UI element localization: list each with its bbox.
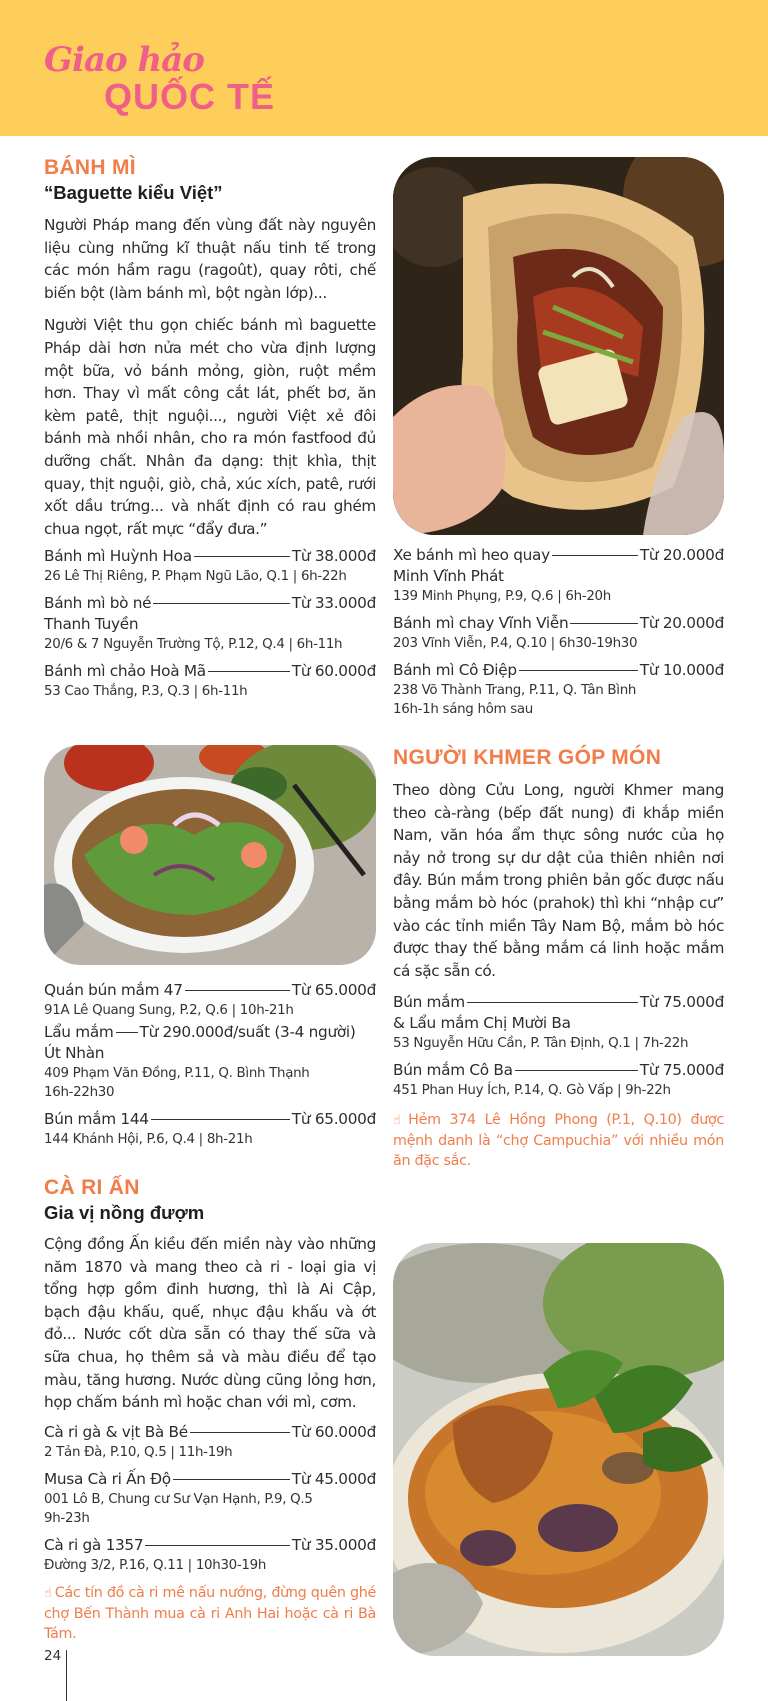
list-item	[393, 613, 724, 653]
entry-address: 203 Vĩnh Viễn, P.4, Q.10 | 6h30-19h30	[393, 636, 638, 651]
section-title: BÁNH MÌ	[44, 156, 136, 179]
entry-price: Từ 75.000đ	[639, 993, 724, 1012]
entry-address: 91A Lê Quang Sung, P.2, Q.6 | 10h-21h	[44, 1003, 294, 1018]
entry-address: 451 Phan Huy Ích, P.14, Q. Gò Vấp | 9h-22h	[393, 1083, 671, 1099]
entry-price: Từ 10.000đ	[639, 661, 724, 679]
entry-name: Bún mắm	[393, 993, 465, 1012]
banh-mi-illustration	[393, 157, 724, 535]
entry-price: Từ 290.000đ/suất (3-4 người)	[139, 1023, 356, 1041]
banh-mi-list-right	[393, 545, 724, 719]
page-divider	[66, 1650, 67, 1701]
header-banner	[0, 0, 768, 136]
entry-name-cont: Út Nhàn	[44, 1044, 105, 1062]
entry-name: Bánh mì bò né	[44, 594, 152, 613]
entry-address: 53 Cao Thắng, P.3, Q.3 | 6h-11h	[44, 684, 248, 700]
entry-address: 144 Khánh Hội, P.6, Q.4 | 8h-21h	[44, 1132, 253, 1147]
entry-address: 001 Lô B, Chung cư Sư Vạn Hạnh, P.9, Q.5	[44, 1491, 313, 1507]
page-number: 24	[44, 1648, 62, 1664]
tip-note	[44, 1583, 376, 1644]
banh-mi-section	[44, 156, 376, 701]
section-subtitle: “Baguette kiểu Việt”	[44, 182, 223, 203]
list-item	[393, 545, 724, 606]
ca-ri-illustration	[393, 1243, 724, 1656]
list-item	[44, 661, 376, 701]
section-subtitle: Gia vị nồng đượm	[44, 1202, 205, 1223]
list-item	[44, 1422, 376, 1462]
bun-mam-photo	[44, 745, 376, 965]
list-item	[44, 546, 376, 586]
header-script-title: Giao hảo	[44, 40, 204, 80]
entry-address: 53 Nguyễn Hữu Cần, P. Tân Định, Q.1 | 7h-22h	[393, 1036, 689, 1052]
entry-name: Xe bánh mì heo quay	[393, 546, 550, 564]
banh-mi-photo	[393, 157, 724, 535]
section-title: NGƯỜI KHMER GÓP MÓN	[393, 746, 662, 769]
entry-hours: 16h-22h30	[44, 1085, 115, 1100]
khmer-section	[393, 746, 724, 1171]
entry-address: 409 Phạm Văn Đồng, P.11, Q. Bình Thạnh	[44, 1066, 310, 1081]
entry-name: Musa Cà ri Ấn Độ	[44, 1469, 171, 1488]
entry-name: Bún mắm 144	[44, 1110, 149, 1128]
entry-price: Từ 65.000đ	[291, 981, 376, 999]
entry-price: Từ 33.000đ	[291, 594, 376, 613]
entry-name: Bánh mì chảo Hoà Mã	[44, 662, 206, 681]
list-item	[44, 1022, 376, 1102]
entry-price: Từ 45.000đ	[291, 1469, 376, 1488]
entry-price: Từ 38.000đ	[291, 547, 376, 566]
entry-address: 20/6 & 7 Nguyễn Trường Tộ, P.12, Q.4 | 6h-11h	[44, 637, 343, 653]
list-item	[44, 980, 376, 1020]
entry-address: Đường 3/2, P.16, Q.11 | 10h30-19h	[44, 1557, 267, 1573]
entry-price: Từ 20.000đ	[639, 614, 724, 632]
entry-address: 2 Tản Đà, P.10, Q.5 | 11h-19h	[44, 1444, 233, 1460]
entry-name: Quán bún mắm 47	[44, 981, 183, 999]
list-item	[44, 593, 376, 654]
entry-name: Bánh mì Huỳnh Hoa	[44, 547, 192, 566]
entry-name: Bánh mì Cô Điệp	[393, 661, 517, 679]
paragraph: Theo dòng Cửu Long, người Khmer mang theo cà-ràng (bếp đất nung) đi khắp miền Nam, văn hóa ẩm thực sông nước của họ nảy nở trong sự dư dật của thiên nhiên nơi đây. Bún mắm trong phiên bản gốc được nấu bằng mắm bò hóc (prahok) thì khi “nhập cư” vào các tỉnh miền Tây Nam Bộ, mắm bò hóc được thay thế bằng mắm cá linh hoặc mắm cá sặc sẵn có.	[393, 781, 724, 980]
entry-hours: 16h-1h sáng hôm sau	[393, 702, 533, 717]
entry-price: Từ 75.000đ	[639, 1061, 724, 1080]
list-item	[44, 1469, 376, 1528]
pointing-hand-icon: ☝	[393, 1113, 406, 1129]
list-item	[44, 1109, 376, 1149]
tip-note	[393, 1110, 724, 1171]
entry-price: Từ 60.000đ	[291, 662, 376, 681]
header-main-title: QUỐC TẾ	[104, 76, 276, 117]
pointing-hand-icon: ☝	[44, 1585, 52, 1601]
ca-ri-photo	[393, 1243, 724, 1656]
paragraph: Người Việt thu gọn chiếc bánh mì baguette Pháp dài hơn nửa mét cho vừa định lượng một bữa, vỏ bánh mỏng, giòn, ruột mềm hơn. Thay vì mất công cắt lát, phết bơ, ăn kèm patê, thịt nguội..., người Việt xẻ đôi bánh mà nhồi nhân, cho ra món fastfood đủ dưỡng chất. Nhân đa dạng: thịt khìa, thịt quay, thịt nguội, giò, chả, xúc xích, patê, rưới xốt dầu trứng... và nhất định có rau ghém chua ngọt, rất mực “đẩy đưa.”	[44, 316, 376, 538]
entry-name-cont: Minh Vĩnh Phát	[393, 567, 504, 585]
entry-address: 139 Minh Phụng, P.9, Q.6 | 6h-20h	[393, 589, 611, 604]
entry-price: Từ 35.000đ	[291, 1535, 376, 1554]
paragraph: Người Pháp mang đến vùng đất này nguyên liệu cùng những kĩ thuật nấu tinh tế trong các món hầm ragu (ragoût), quay rôti, chế biến bột (làm bánh mì, bột ngàn lớp)...	[44, 216, 376, 302]
entry-address: 238 Võ Thành Trang, P.11, Q. Tân Bình	[393, 683, 637, 698]
entry-name: Lẩu mắm	[44, 1023, 114, 1041]
entry-price: Từ 20.000đ	[639, 546, 724, 564]
entry-name: Bánh mì chay Vĩnh Viễn	[393, 614, 569, 632]
tip-text: Hẻm 374 Lê Hồng Phong (P.1, Q.10) được mệnh danh là “chợ Campuchia” với nhiều món ăn đặc sắc.	[393, 1112, 724, 1170]
entry-name-cont: Thanh Tuyền	[44, 615, 139, 634]
list-item	[393, 992, 724, 1053]
entry-name: Cà ri gà 1357	[44, 1535, 144, 1554]
bun-mam-illustration	[44, 745, 376, 965]
entry-name-cont: & Lẩu mắm Chị Mười Ba	[393, 1014, 571, 1033]
list-item	[393, 660, 724, 719]
entry-hours: 9h-23h	[44, 1510, 90, 1526]
tip-text: Các tín đồ cà ri mê nấu nướng, đừng quên ghé chợ Bến Thành mua cà ri Anh Hai hoặc cà ri Bà Tám.	[44, 1584, 376, 1642]
entry-price: Từ 65.000đ	[291, 1110, 376, 1128]
list-item	[44, 1535, 376, 1575]
entry-price: Từ 60.000đ	[291, 1422, 376, 1441]
entry-name: Cà ri gà & vịt Bà Bé	[44, 1422, 188, 1441]
entry-address: 26 Lê Thị Riêng, P. Phạm Ngũ Lão, Q.1 | 6h-22h	[44, 569, 347, 585]
ca-ri-section	[44, 1176, 376, 1644]
paragraph: Cộng đồng Ấn kiều đến miền này vào những năm 1870 và mang theo cà ri - loại gia vị tổng hợp gồm đinh hương, thì là Ai Cập, bạch đậu khấu, quế, nhục đậu khấu và ớt đỏ... Nước cốt dừa sẵn có thay thế sữa và sữa chua, họ thêm sả và màu điều để tạo màu, tăng hương. Nước dùng cũng lỏng hơn, họp chấm bánh mì hoặc chan với mì, cơm.	[44, 1235, 376, 1412]
list-item	[393, 1060, 724, 1100]
section-title: CÀ RI ẤN	[44, 1176, 140, 1199]
entry-name: Bún mắm Cô Ba	[393, 1061, 513, 1080]
bun-mam-list	[44, 980, 376, 1149]
